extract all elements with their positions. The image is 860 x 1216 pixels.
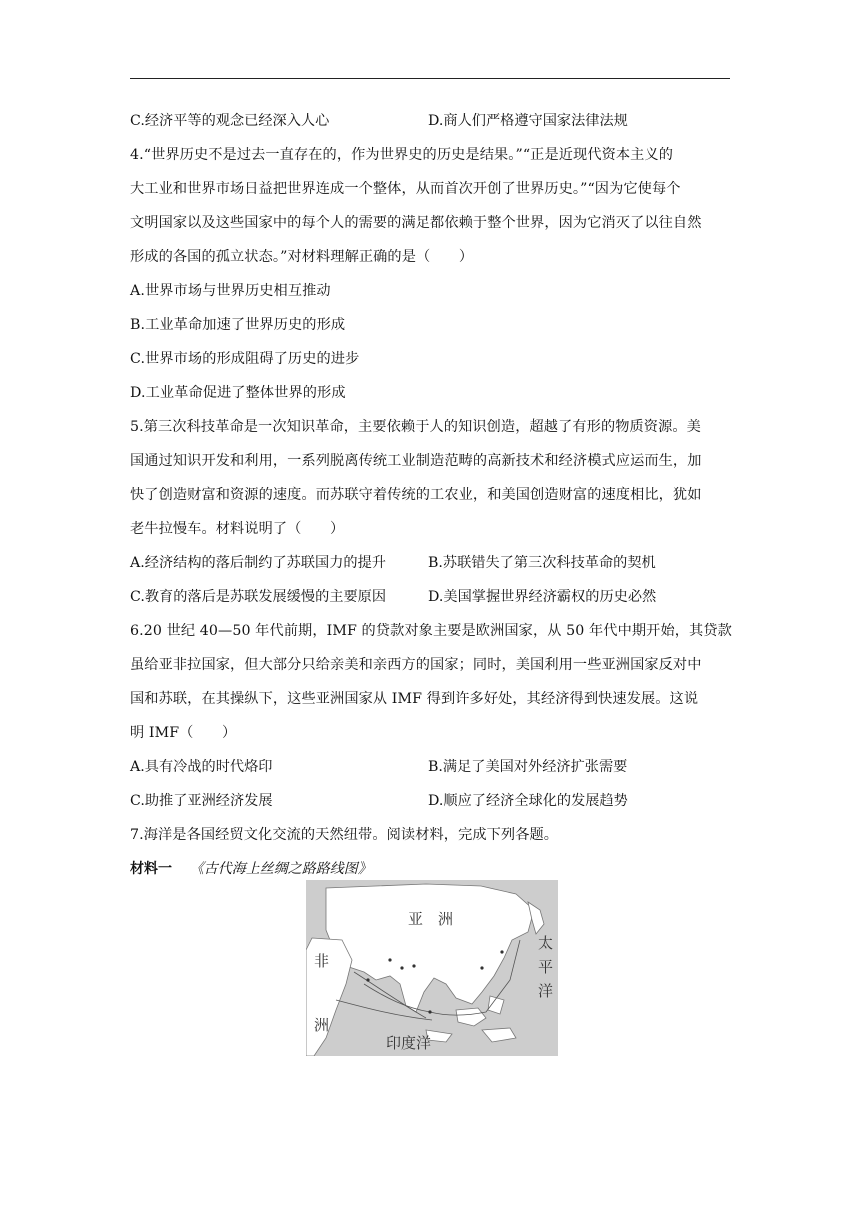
- q4-stem-line-1: 4.“世界历史不是过去一直存在的，作为世界史的历史是结果。”“正是近现代资本主义的: [130, 147, 674, 163]
- q6-option-b[interactable]: B.满足了美国对外经济扩张需要: [428, 759, 628, 775]
- q6-stem-line-1: 6.20 世纪 40—50 年代前期，IMF 的贷款对象主要是欧洲国家，从 50 年代中期开始，其贷款: [130, 623, 732, 639]
- q5-stem-line-3: 快了创造财富和资源的速度。而苏联守着传统的工农业，和美国创造财富的速度相比，犹如: [130, 487, 702, 503]
- map-label-pacific-1: 太: [538, 934, 554, 952]
- q6-option-a[interactable]: A.具有冷战的时代烙印: [130, 759, 273, 775]
- q4-option-d[interactable]: D.工业革命促进了整体世界的形成: [130, 385, 346, 401]
- q5-option-c[interactable]: C.教育的落后是苏联发展缓慢的主要原因: [130, 589, 387, 605]
- q5-stem-line-1: 5.第三次科技革命是一次知识革命，主要依赖于人的知识创造，超越了有形的物质资源。美: [130, 419, 701, 435]
- q5-option-b[interactable]: B.苏联错失了第三次科技革命的契机: [428, 555, 656, 571]
- q4-option-a[interactable]: A.世界市场与世界历史相互推动: [130, 283, 331, 299]
- q4-stem-line-4: 形成的各国的孤立状态。”对材料理解正确的是（ ）: [130, 249, 474, 265]
- map-label-asia: 亚 洲: [408, 910, 454, 928]
- q3-option-d[interactable]: D.商人们严格遵守国家法律法规: [428, 113, 628, 129]
- q6-stem-line-2: 虽给亚非拉国家，但大部分只给亲美和亲西方的国家；同时，美国利用一些亚洲国家反对中: [130, 657, 702, 673]
- map-label-pacific-3: 洋: [538, 982, 554, 1000]
- map-label-africa-bottom: 洲: [314, 1016, 330, 1034]
- material-one-title: 《古代海上丝绸之路路线图》: [189, 861, 372, 877]
- maritime-silk-road-map: [306, 880, 558, 1056]
- q6-stem-line-4: 明 IMF（ ）: [130, 725, 237, 741]
- map-label-africa-top: 非: [314, 952, 330, 970]
- exam-page: [130, 104, 730, 886]
- q6-options-row-ab: [130, 750, 730, 784]
- q3-option-c[interactable]: C.经济平等的观念已经深入人心: [130, 113, 330, 129]
- q5-option-a[interactable]: A.经济结构的落后制约了苏联国力的提升: [130, 555, 386, 571]
- q4-option-b[interactable]: B.工业革命加速了世界历史的形成: [130, 317, 346, 333]
- q5-stem-line-2: 国通过知识开发和利用，一系列脱离传统工业制造范畴的高新技术和经济模式应运而生，加: [130, 453, 702, 469]
- q7-stem: 7.海洋是各国经贸文化交流的天然纽带。阅读材料，完成下列各题。: [130, 827, 559, 843]
- map-label-indian-ocean: 印度洋: [386, 1034, 432, 1052]
- q6-option-d[interactable]: D.顺应了经济全球化的发展趋势: [428, 793, 628, 809]
- map-label-pacific-2: 平: [538, 958, 554, 976]
- q3-options-row-cd: [130, 104, 730, 138]
- q4-stem-line-3: 文明国家以及这些国家中的每个人的需要的满足都依赖于整个世界，因为它消灭了以往自然: [130, 215, 702, 231]
- q5-options-row-ab: [130, 546, 730, 580]
- q6-option-c[interactable]: C.助推了亚洲经济发展: [130, 793, 273, 809]
- q6-stem-line-3: 国和苏联，在其操纵下，这些亚洲国家从 IMF 得到许多好处，其经济得到快速发展。这说: [130, 691, 699, 707]
- material-one-label: 材料一: [130, 861, 172, 877]
- q4-option-c[interactable]: C.世界市场的形成阻碍了历史的进步: [130, 351, 360, 367]
- q5-stem-line-4: 老牛拉慢车。材料说明了（ ）: [130, 521, 345, 537]
- header-rule: [130, 78, 730, 79]
- q6-options-row-cd: [130, 784, 730, 818]
- q5-option-d[interactable]: D.美国掌握世界经济霸权的历史必然: [428, 589, 657, 605]
- map-graphic: [306, 880, 558, 1056]
- q4-stem-line-2: 大工业和世界市场日益把世界连成一个整体，从而首次开创了世界历史。”“因为它使每个: [130, 181, 681, 197]
- q5-options-row-cd: [130, 580, 730, 614]
